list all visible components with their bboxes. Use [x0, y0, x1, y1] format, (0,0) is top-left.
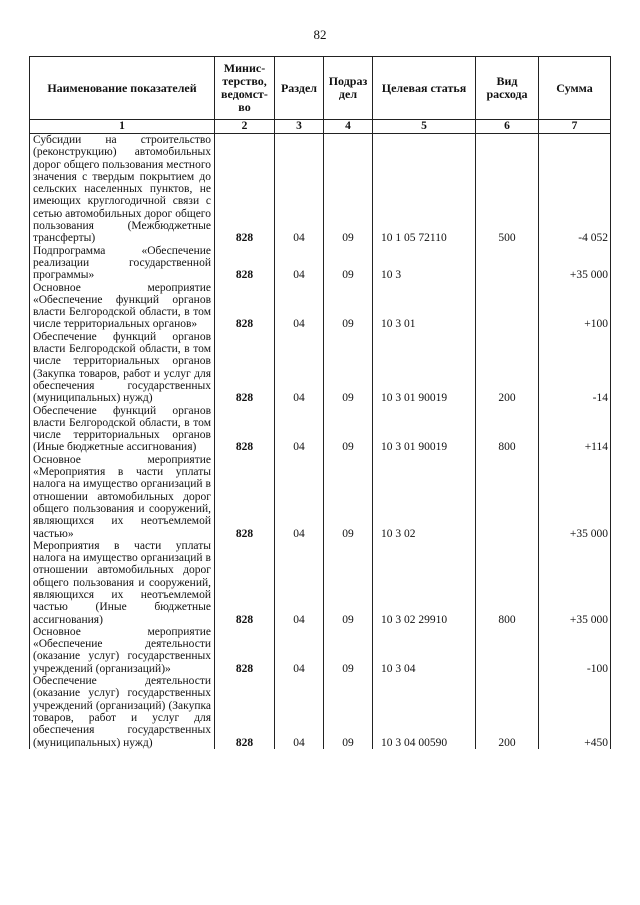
row-section: 04 — [275, 134, 324, 245]
row-target: 10 3 02 — [373, 454, 476, 540]
header-sum: Сумма — [539, 57, 611, 120]
column-number-row — [30, 120, 611, 134]
row-subsection: 09 — [324, 675, 373, 749]
row-ministry: 828 — [215, 626, 275, 675]
row-type — [476, 282, 539, 331]
row-subsection: 09 — [324, 626, 373, 675]
row-subsection: 09 — [324, 282, 373, 331]
row-subsection: 09 — [324, 331, 373, 405]
row-ministry: 828 — [215, 675, 275, 749]
row-section: 04 — [275, 675, 324, 749]
budget-table — [29, 56, 611, 749]
row-name: Обеспечение функций органов власти Белгородской области, в том числе территориальных органов (Иные бюджетные ассигнования) — [30, 405, 215, 454]
row-subsection: 09 — [324, 405, 373, 454]
header-type: Вид расхода — [476, 57, 539, 120]
row-type: 500 — [476, 134, 539, 245]
row-ministry: 828 — [215, 134, 275, 245]
row-sum: +35 000 — [539, 454, 611, 540]
row-target: 10 1 05 72110 — [373, 134, 476, 245]
row-type: 200 — [476, 331, 539, 405]
page-number: 82 — [313, 27, 327, 42]
row-target: 10 3 01 90019 — [373, 405, 476, 454]
table-row — [30, 134, 611, 245]
row-subsection: 09 — [324, 540, 373, 626]
row-section: 04 — [275, 282, 324, 331]
row-type — [476, 454, 539, 540]
row-sum: -100 — [539, 626, 611, 675]
header-ministry: Минис-терство, ведомст-во — [215, 57, 275, 120]
row-name: Мероприятия в части уплаты налога на имущество организаций в отношении автомобильных дорог общего пользования и сооружений, являющихся их неотъемлемой частью (Иные бюджетные ассигнования) — [30, 540, 215, 626]
header-target: Целевая статья — [373, 57, 476, 120]
row-ministry: 828 — [215, 454, 275, 540]
table-row — [30, 540, 611, 626]
row-type — [476, 626, 539, 675]
table-row — [30, 675, 611, 749]
row-name: Подпрограмма «Обеспечение реализации государственной программы» — [30, 245, 215, 282]
header-name: Наименование показателей — [30, 57, 215, 120]
column-number: 1 — [30, 120, 215, 134]
table-header-row — [30, 57, 611, 120]
header-subsection: Подраз дел — [324, 57, 373, 120]
column-number: 3 — [275, 120, 324, 134]
row-name: Обеспечение функций органов власти Белгородской области, в том числе территориальных органов (Закупка товаров, работ и услуг для обеспечения государственных (муниципальных) нужд) — [30, 331, 215, 405]
row-target: 10 3 — [373, 245, 476, 282]
column-number: 4 — [324, 120, 373, 134]
row-sum: -4 052 — [539, 134, 611, 245]
table-row — [30, 245, 611, 282]
row-section: 04 — [275, 454, 324, 540]
row-ministry: 828 — [215, 405, 275, 454]
row-section: 04 — [275, 331, 324, 405]
row-section: 04 — [275, 540, 324, 626]
table-row — [30, 282, 611, 331]
row-target: 10 3 02 29910 — [373, 540, 476, 626]
row-target: 10 3 04 — [373, 626, 476, 675]
row-section: 04 — [275, 405, 324, 454]
row-section: 04 — [275, 245, 324, 282]
column-number: 2 — [215, 120, 275, 134]
row-type: 800 — [476, 540, 539, 626]
row-type: 800 — [476, 405, 539, 454]
table-row — [30, 331, 611, 405]
row-sum: +100 — [539, 282, 611, 331]
row-name: Основное мероприятие «Мероприятия в части уплаты налога на имущество организаций в отношении автомобильных дорог общего пользования и сооружений, являющихся их неотъемлемой частью» — [30, 454, 215, 540]
row-name: Основное мероприятие «Обеспечение функций органов власти Белгородской области, в том числе территориальных органов» — [30, 282, 215, 331]
row-sum: -14 — [539, 331, 611, 405]
row-ministry: 828 — [215, 331, 275, 405]
row-section: 04 — [275, 626, 324, 675]
row-subsection: 09 — [324, 245, 373, 282]
row-sum: +114 — [539, 405, 611, 454]
row-name: Обеспечение деятельности (оказание услуг) государственных учреждений (организаций) (Закупка товаров, работ и услуг для обеспечения государственных (муниципальных) нужд) — [30, 675, 215, 749]
table-row — [30, 454, 611, 540]
row-name: Основное мероприятие «Обеспечение деятельности (оказание услуг) государственных учреждений (организаций)» — [30, 626, 215, 675]
row-type: 200 — [476, 675, 539, 749]
row-target: 10 3 01 — [373, 282, 476, 331]
row-ministry: 828 — [215, 282, 275, 331]
column-number: 5 — [373, 120, 476, 134]
row-subsection: 09 — [324, 454, 373, 540]
column-number: 6 — [476, 120, 539, 134]
row-target: 10 3 01 90019 — [373, 331, 476, 405]
table-row — [30, 405, 611, 454]
row-sum: +35 000 — [539, 540, 611, 626]
header-section: Раздел — [275, 57, 324, 120]
table-row — [30, 626, 611, 675]
column-number: 7 — [539, 120, 611, 134]
row-sum: +450 — [539, 675, 611, 749]
row-subsection: 09 — [324, 134, 373, 245]
row-ministry: 828 — [215, 245, 275, 282]
row-name: Субсидии на строительство (реконструкцию) автомобильных дорог общего пользования местного значения с твердым покрытием до сельских населенных пунктов, не имеющих круглогодичной связи с сетью автомобильных дорог общего пользования (Межбюджетные трансферты) — [30, 134, 215, 245]
row-target: 10 3 04 00590 — [373, 675, 476, 749]
row-ministry: 828 — [215, 540, 275, 626]
row-type — [476, 245, 539, 282]
row-sum: +35 000 — [539, 245, 611, 282]
